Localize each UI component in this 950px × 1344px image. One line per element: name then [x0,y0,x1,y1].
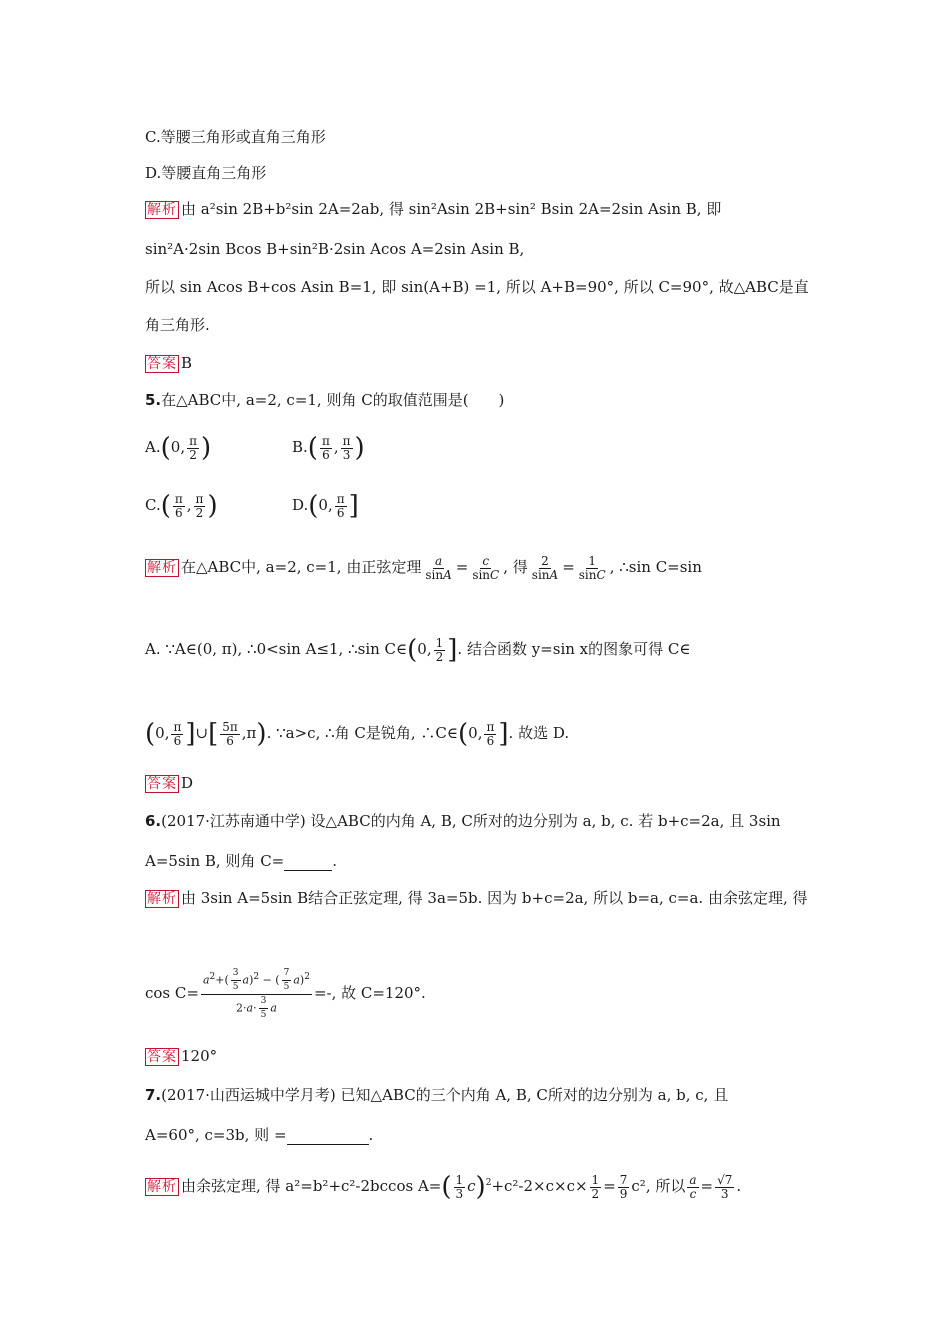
q5-stem: 5.在△ABC中, a=2, c=1, 则角 C的取值范围是( ) [145,391,505,409]
analysis-label: 解析 [147,202,177,218]
analysis-label: 解析 [147,1179,177,1195]
q5-answer: 答案 D [147,774,194,792]
q6-stem-line-2: A=5sin B, 则角 C= . [145,852,338,870]
q5-option-b: B.( $\frac{\pi}{6}$ , $\frac{\pi}{3}$ ) [292,433,365,463]
q4-answer: 答案 B [147,354,193,372]
q5-analysis-line-3: (0, $\frac{\pi}{6}$ ]∪[ $\frac{5\pi}{6}$ ,π). ∵a>c, ∴角 C是锐角, ∴C∈(0, $\frac{\pi}{6}$ ]. 故选 D. [145,719,570,749]
q7-stem-line-2: A=60°, c=3b, 则 = . [145,1126,374,1144]
q4-analysis-line-2: sin²A·2sin Bcos B+sin²B·2sin Acos A=2sin Asin B, [145,240,525,258]
q5-analysis-line-1: 解析 在△ABC中, a=2, c=1, 由正弦定理 $\frac{a}{\sin A}$ = $\frac{c}{\sin C}$ , 得 $\frac{2}{\sin A}$ = $\frac{1}{\sin C}$ , ∴sin C=sin [147,553,702,582]
analysis-label: 解析 [147,560,177,576]
q6-stem-line-1: 6.(2017·江苏南通中学) 设△ABC的内角 A, B, C所对的边分别为 a, b, c. 若 b+c=2a, 且 3sin [145,812,781,830]
q5-option-d: D.(0, $\frac{\pi}{6}$ ] [292,491,359,521]
q7-stem-line-1: 7.(2017·山西运城中学月考) 已知△ABC的三个内角 A, B, C所对的边分别为 a, b, c, 且 [145,1086,729,1104]
q4-analysis-line-4: 角三角形. [145,316,210,334]
q4-option-d: D.等腰直角三角形 [145,164,267,182]
q4-option-c: C.等腰三角形或直角三角形 [145,128,326,146]
q7-analysis-line-1: 解析 由余弦定理, 得 a²=b²+c²-2bccos A=( $\frac{1}{3}$ c)$^2$+c²-2×c×c× $\frac{1}{2}$ = $\frac{7}{9}$ c², 所以 $\frac{a}{c}$ = $\frac{√7}{3}$ . [147,1172,742,1202]
answer-label: 答案 [147,1049,177,1065]
q5-option-c: C.( $\frac{\pi}{6}$ , $\frac{\pi}{2}$ ) [145,491,218,521]
q4-analysis-line-1: 解析 由 a²sin 2B+b²sin 2A=2ab, 得 sin²Asin 2B+sin² Bsin 2A=2sin Asin B, 即 [147,200,722,218]
answer-label: 答案 [147,356,177,372]
q6-answer-blank [284,870,332,871]
answer-label: 答案 [147,776,177,792]
q6-analysis-line-2: cos C= $a^2+$( $\frac{3}{5}$ a)$^2$ − ( $\frac{7}{5}$ a)$^2$ 2·a· $\frac{3}{5}$ a =-, 故 C=120°. [145,967,426,1020]
q6-analysis-line-1: 解析 由 3sin A=5sin B结合正弦定理, 得 3a=5b. 因为 b+c=2a, 所以 b=a, c=a. 由余弦定理, 得 [147,889,808,907]
q4-analysis-line-3: 所以 sin Acos B+cos Asin B=1, 即 sin(A+B) =1, 所以 A+B=90°, 所以 C=90°, 故△ABC是直 [145,278,809,296]
q7-answer-blank [287,1144,369,1145]
q5-option-a: A.(0, $\frac{\pi}{2}$ ) [145,433,212,463]
q5-analysis-line-2: A. ∵A∈(0, π), ∴0<sin A≤1, ∴sin C∈(0, $\frac{1}{2}$ ]. 结合函数 y=sin x的图象可得 C∈ [145,635,691,665]
analysis-label: 解析 [147,891,177,907]
q6-answer: 答案 120° [147,1047,218,1065]
